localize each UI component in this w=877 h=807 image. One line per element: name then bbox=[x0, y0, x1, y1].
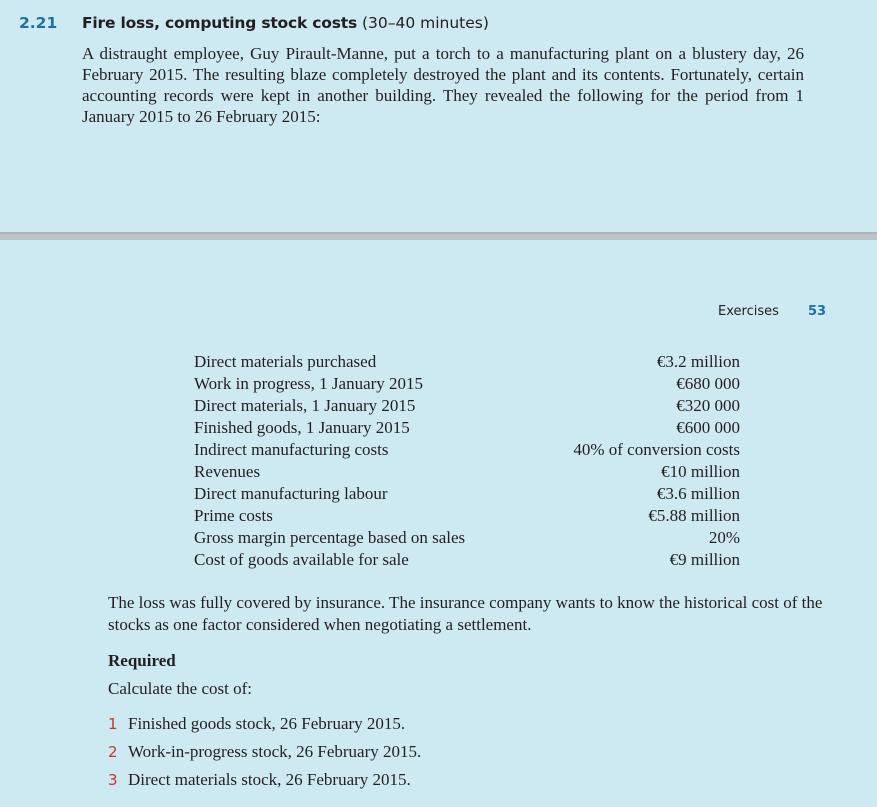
item-text: Work-in-progress stock, 26 February 2015. bbox=[128, 742, 422, 761]
row-label: Finished goods, 1 January 2015 bbox=[194, 418, 410, 437]
table-row bbox=[194, 395, 740, 417]
row-value: €600 000 bbox=[676, 418, 740, 437]
table-row bbox=[194, 461, 740, 483]
row-label: Revenues bbox=[194, 462, 261, 481]
exercise-duration: (30–40 minutes) bbox=[361, 14, 489, 32]
table-row bbox=[194, 351, 740, 373]
running-head-label: Exercises bbox=[718, 304, 779, 319]
page-number: 53 bbox=[808, 304, 827, 319]
item-number: 3 bbox=[108, 771, 118, 789]
row-value: €9 million bbox=[669, 550, 740, 569]
table-row bbox=[194, 549, 740, 571]
list-item bbox=[108, 713, 421, 741]
row-label: Prime costs bbox=[194, 506, 273, 525]
table-row bbox=[194, 373, 740, 395]
table-row bbox=[194, 439, 740, 461]
exercise-title bbox=[82, 14, 489, 32]
row-label: Gross margin percentage based on sales bbox=[194, 528, 466, 547]
item-text: Finished goods stock, 26 February 2015. bbox=[128, 714, 406, 733]
list-item bbox=[108, 741, 421, 769]
item-number: 2 bbox=[108, 743, 118, 761]
required-instruction: Calculate the cost of: bbox=[108, 679, 252, 698]
item-number: 1 bbox=[108, 715, 118, 733]
row-value: €10 million bbox=[661, 462, 740, 481]
required-heading: Required bbox=[108, 651, 176, 670]
insurance-paragraph: The loss was fully covered by insurance. The insurance company wants to know the historical cost of the stocks as one factor considered when negotiating a settlement. bbox=[108, 593, 823, 634]
row-label: Indirect manufacturing costs bbox=[194, 440, 389, 459]
list-item bbox=[108, 769, 421, 797]
row-value: 40% of conversion costs bbox=[573, 440, 740, 459]
table-row bbox=[194, 483, 740, 505]
item-text: Direct materials stock, 26 February 2015. bbox=[128, 770, 411, 789]
row-value: €3.2 million bbox=[656, 352, 740, 371]
table-row bbox=[194, 417, 740, 439]
accounting-records-table bbox=[194, 351, 740, 571]
row-label: Direct manufacturing labour bbox=[194, 484, 388, 503]
required-list bbox=[108, 713, 421, 797]
row-label: Direct materials, 1 January 2015 bbox=[194, 396, 416, 415]
row-value: €3.6 million bbox=[656, 484, 740, 503]
exercise-number: 2.21 bbox=[19, 14, 58, 32]
row-value: €680 000 bbox=[676, 374, 740, 393]
row-value: 20% bbox=[708, 528, 740, 547]
row-label: Direct materials purchased bbox=[194, 352, 377, 371]
row-value: €320 000 bbox=[676, 396, 740, 415]
page-divider bbox=[0, 232, 877, 240]
exercise-title-text: Fire loss, computing stock costs bbox=[82, 14, 357, 32]
row-label: Cost of goods available for sale bbox=[194, 550, 409, 569]
exercise-intro: A distraught employee, Guy Pirault-Manne, put a torch to a manufacturing plant on a blustery day, 26 February 2015. The resulting blaze completely destroyed the plant and its contents. Fortunately, certain accounting records were kept in another building. They revealed the following for the period from 1 January 2015 to 26 February 2015: bbox=[82, 44, 804, 126]
table-row bbox=[194, 527, 740, 549]
table-row bbox=[194, 505, 740, 527]
row-label: Work in progress, 1 January 2015 bbox=[194, 374, 424, 393]
row-value: €5.88 million bbox=[648, 506, 740, 525]
